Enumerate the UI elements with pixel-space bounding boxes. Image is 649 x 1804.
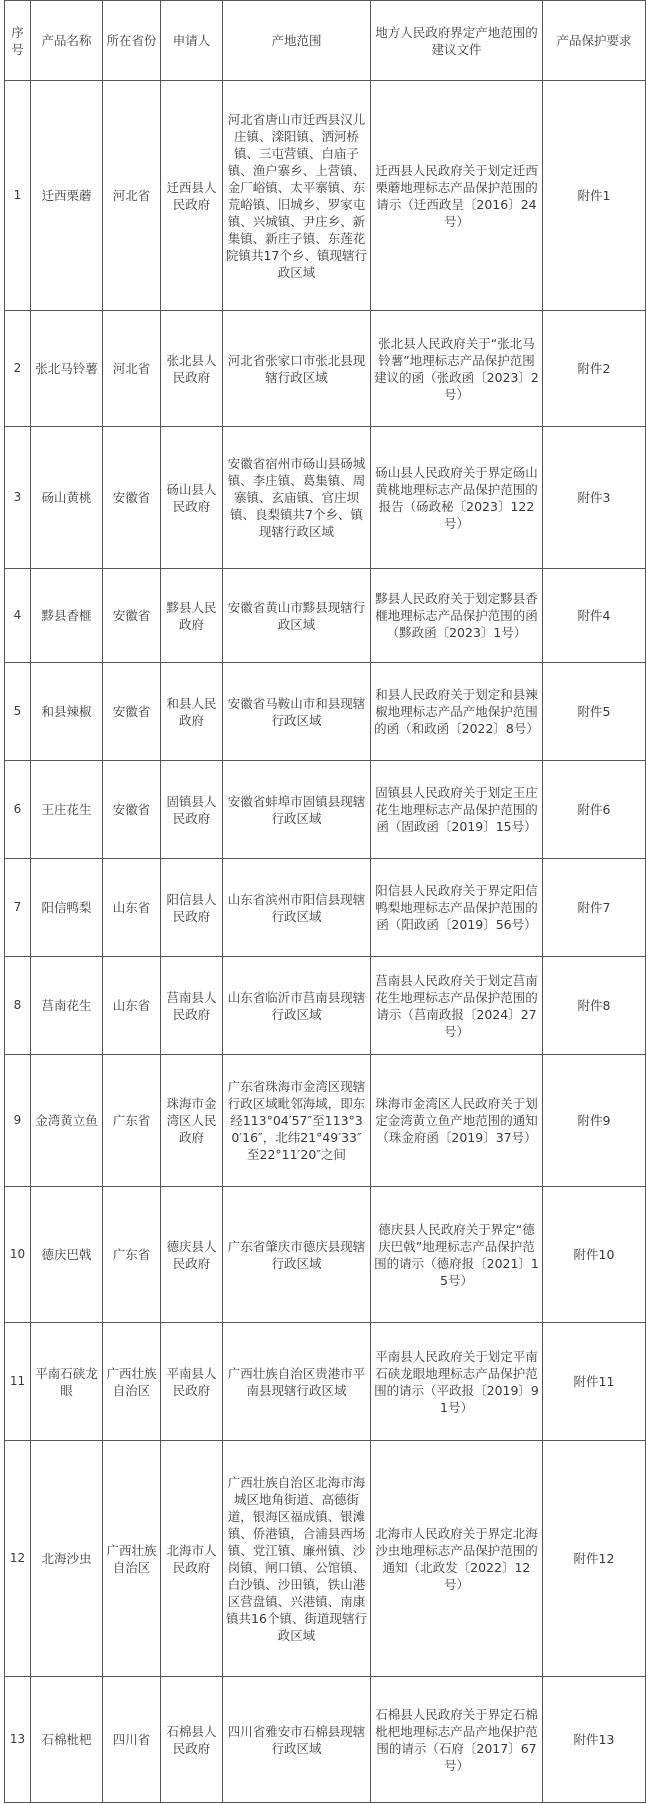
cell-applicant: 阳信县人民政府 (161, 859, 223, 957)
cell-province: 安徽省 (103, 569, 161, 663)
cell-document: 和县人民政府关于划定和县辣椒地理标志产品产地保护范围的函（和政函〔2022〕8号） (371, 663, 543, 761)
cell-seq: 11 (5, 1323, 31, 1441)
cell-product-name: 迁西栗蘑 (31, 81, 103, 311)
gi-product-table (4, 0, 646, 1803)
cell-protection: 附件6 (543, 761, 646, 859)
cell-scope: 山东省临沂市莒南县现辖行政区域 (223, 957, 371, 1055)
cell-province: 山东省 (103, 859, 161, 957)
cell-applicant: 黟县人民政府 (161, 569, 223, 663)
table-row (5, 81, 646, 311)
cell-document: 德庆县人民政府关于界定“德庆巴戟”地理标志产品保护范围的请示（德府报〔2021〕15号） (371, 1187, 543, 1323)
cell-document: 固镇县人民政府关于划定王庄花生地理标志产品保护范围的函（固政函〔2019〕15号） (371, 761, 543, 859)
cell-applicant: 德庆县人民政府 (161, 1187, 223, 1323)
cell-seq: 2 (5, 311, 31, 427)
cell-applicant: 砀山县人民政府 (161, 427, 223, 569)
cell-scope: 广西壮族自治区北海市海城区地角街道、高德街道，银海区福成镇、银滩镇、侨港镇，合浦县西场镇、党江镇、廉州镇、沙岗镇、闸口镇、公馆镇、白沙镇、沙田镇，铁山港区营盘镇、兴港镇、南康镇共16个镇、街道现辖行政区域 (223, 1441, 371, 1677)
cell-document: 迁西县人民政府关于划定迁西栗蘑地理标志产品保护范围的请示（迁西政呈〔2016〕24号） (371, 81, 543, 311)
cell-province: 广东省 (103, 1055, 161, 1187)
cell-protection: 附件2 (543, 311, 646, 427)
cell-scope: 广东省珠海市金湾区现辖行政区域毗邻海域，即东经113°04′57″至113°30′16″，北纬21°49′33″至22°11′20″之间 (223, 1055, 371, 1187)
cell-seq: 1 (5, 81, 31, 311)
cell-protection: 附件11 (543, 1323, 646, 1441)
header-name: 产品名称 (31, 1, 103, 81)
cell-scope: 安徽省黄山市黟县现辖行政区域 (223, 569, 371, 663)
cell-applicant: 和县人民政府 (161, 663, 223, 761)
cell-applicant: 迁西县人民政府 (161, 81, 223, 311)
header-row (5, 1, 646, 81)
cell-applicant: 北海市人民政府 (161, 1441, 223, 1677)
cell-province: 安徽省 (103, 663, 161, 761)
cell-scope: 河北省唐山市迁西县汉儿庄镇、滦阳镇、洒河桥镇、三屯营镇、白庙子镇、渔户寨乡、上营镇、金厂峪镇、太平寨镇、东荒峪镇、旧城乡、罗家屯镇、兴城镇、尹庄乡、新集镇、新庄子镇、东莲花院镇共17个乡、镇现辖行政区域 (223, 81, 371, 311)
cell-scope: 安徽省蚌埠市固镇县现辖行政区域 (223, 761, 371, 859)
cell-product-name: 和县辣椒 (31, 663, 103, 761)
table-body (5, 81, 646, 1803)
cell-province: 广西壮族自治区 (103, 1323, 161, 1441)
cell-seq: 12 (5, 1441, 31, 1677)
header-scope: 产地范围 (223, 1, 371, 81)
cell-document: 黟县人民政府关于划定黟县香榧地理标志产品保护范围的函（黟政函〔2023〕1号） (371, 569, 543, 663)
cell-applicant: 平南县人民政府 (161, 1323, 223, 1441)
cell-protection: 附件3 (543, 427, 646, 569)
cell-protection: 附件12 (543, 1441, 646, 1677)
cell-seq: 9 (5, 1055, 31, 1187)
cell-document: 张北县人民政府关于“张北马铃薯”地理标志产品保护范围建议的函（张政函〔2023〕2号） (371, 311, 543, 427)
cell-scope: 山东省滨州市阳信县现辖行政区域 (223, 859, 371, 957)
cell-product-name: 黟县香榧 (31, 569, 103, 663)
cell-seq: 7 (5, 859, 31, 957)
table-row (5, 1323, 646, 1441)
cell-seq: 4 (5, 569, 31, 663)
cell-seq: 6 (5, 761, 31, 859)
cell-province: 安徽省 (103, 427, 161, 569)
cell-applicant: 莒南县人民政府 (161, 957, 223, 1055)
header-document: 地方人民政府界定产地范围的建议文件 (371, 1, 543, 81)
cell-product-name: 张北马铃薯 (31, 311, 103, 427)
cell-protection: 附件1 (543, 81, 646, 311)
cell-protection: 附件8 (543, 957, 646, 1055)
cell-product-name: 王庄花生 (31, 761, 103, 859)
cell-document: 平南县人民政府关于划定平南石硖龙眼地理标志产品保护范围的请示（平政报〔2019〕91号） (371, 1323, 543, 1441)
cell-product-name: 平南石硖龙眼 (31, 1323, 103, 1441)
cell-product-name: 石棉枇杷 (31, 1677, 103, 1803)
cell-applicant: 张北县人民政府 (161, 311, 223, 427)
cell-document: 砀山县人民政府关于界定砀山黄桃地理标志产品保护范围的报告（砀政秘〔2023〕122号） (371, 427, 543, 569)
cell-product-name: 北海沙虫 (31, 1441, 103, 1677)
header-applicant: 申请人 (161, 1, 223, 81)
table-row (5, 761, 646, 859)
cell-protection: 附件7 (543, 859, 646, 957)
table-row (5, 1677, 646, 1803)
cell-protection: 附件13 (543, 1677, 646, 1803)
cell-scope: 广东省肇庆市德庆县现辖行政区域 (223, 1187, 371, 1323)
cell-document: 北海市人民政府关于界定北海沙虫地理标志产品保护范围的通知（北政发〔2022〕12号） (371, 1441, 543, 1677)
cell-seq: 13 (5, 1677, 31, 1803)
table-row (5, 663, 646, 761)
table-row (5, 1441, 646, 1677)
cell-province: 河北省 (103, 311, 161, 427)
cell-scope: 河北省张家口市张北县现辖行政区域 (223, 311, 371, 427)
table-row (5, 1055, 646, 1187)
header-protection: 产品保护要求 (543, 1, 646, 81)
table-row (5, 859, 646, 957)
cell-protection: 附件10 (543, 1187, 646, 1323)
cell-document: 石棉县人民政府关于界定石棉枇杷地理标志产品产地保护范围的请示（石府〔2017〕67号） (371, 1677, 543, 1803)
cell-province: 广东省 (103, 1187, 161, 1323)
table-row (5, 569, 646, 663)
cell-applicant: 珠海市金湾区人民政府 (161, 1055, 223, 1187)
header-province: 所在省份 (103, 1, 161, 81)
table-row (5, 1187, 646, 1323)
cell-province: 河北省 (103, 81, 161, 311)
cell-document: 阳信县人民政府关于界定阳信鸭梨地理标志产品保护范围的函（阳政函〔2019〕56号） (371, 859, 543, 957)
cell-document: 莒南县人民政府关于划定莒南花生地理标志产品保护范围的请示（莒南政报〔2024〕27号） (371, 957, 543, 1055)
cell-scope: 安徽省宿州市砀山县砀城镇、李庄镇、葛集镇、周寨镇、玄庙镇、官庄坝镇、良梨镇共7个乡、镇现辖行政区域 (223, 427, 371, 569)
cell-protection: 附件4 (543, 569, 646, 663)
cell-seq: 5 (5, 663, 31, 761)
cell-document: 珠海市金湾区人民政府关于划定金湾黄立鱼产地范围的通知（珠金府函〔2019〕37号） (371, 1055, 543, 1187)
cell-scope: 广西壮族自治区贵港市平南县现辖行政区域 (223, 1323, 371, 1441)
cell-scope: 安徽省马鞍山市和县现辖行政区域 (223, 663, 371, 761)
cell-seq: 10 (5, 1187, 31, 1323)
cell-province: 四川省 (103, 1677, 161, 1803)
cell-applicant: 固镇县人民政府 (161, 761, 223, 859)
cell-product-name: 阳信鸭梨 (31, 859, 103, 957)
table-row (5, 427, 646, 569)
cell-product-name: 德庆巴戟 (31, 1187, 103, 1323)
cell-product-name: 莒南花生 (31, 957, 103, 1055)
cell-protection: 附件9 (543, 1055, 646, 1187)
cell-province: 安徽省 (103, 761, 161, 859)
cell-applicant: 石棉县人民政府 (161, 1677, 223, 1803)
cell-province: 广西壮族自治区 (103, 1441, 161, 1677)
cell-province: 山东省 (103, 957, 161, 1055)
table-row (5, 311, 646, 427)
header-seq: 序号 (5, 1, 31, 81)
cell-seq: 8 (5, 957, 31, 1055)
cell-product-name: 砀山黄桃 (31, 427, 103, 569)
cell-protection: 附件5 (543, 663, 646, 761)
cell-scope: 四川省雅安市石棉县现辖行政区域 (223, 1677, 371, 1803)
cell-product-name: 金湾黄立鱼 (31, 1055, 103, 1187)
table-row (5, 957, 646, 1055)
cell-seq: 3 (5, 427, 31, 569)
